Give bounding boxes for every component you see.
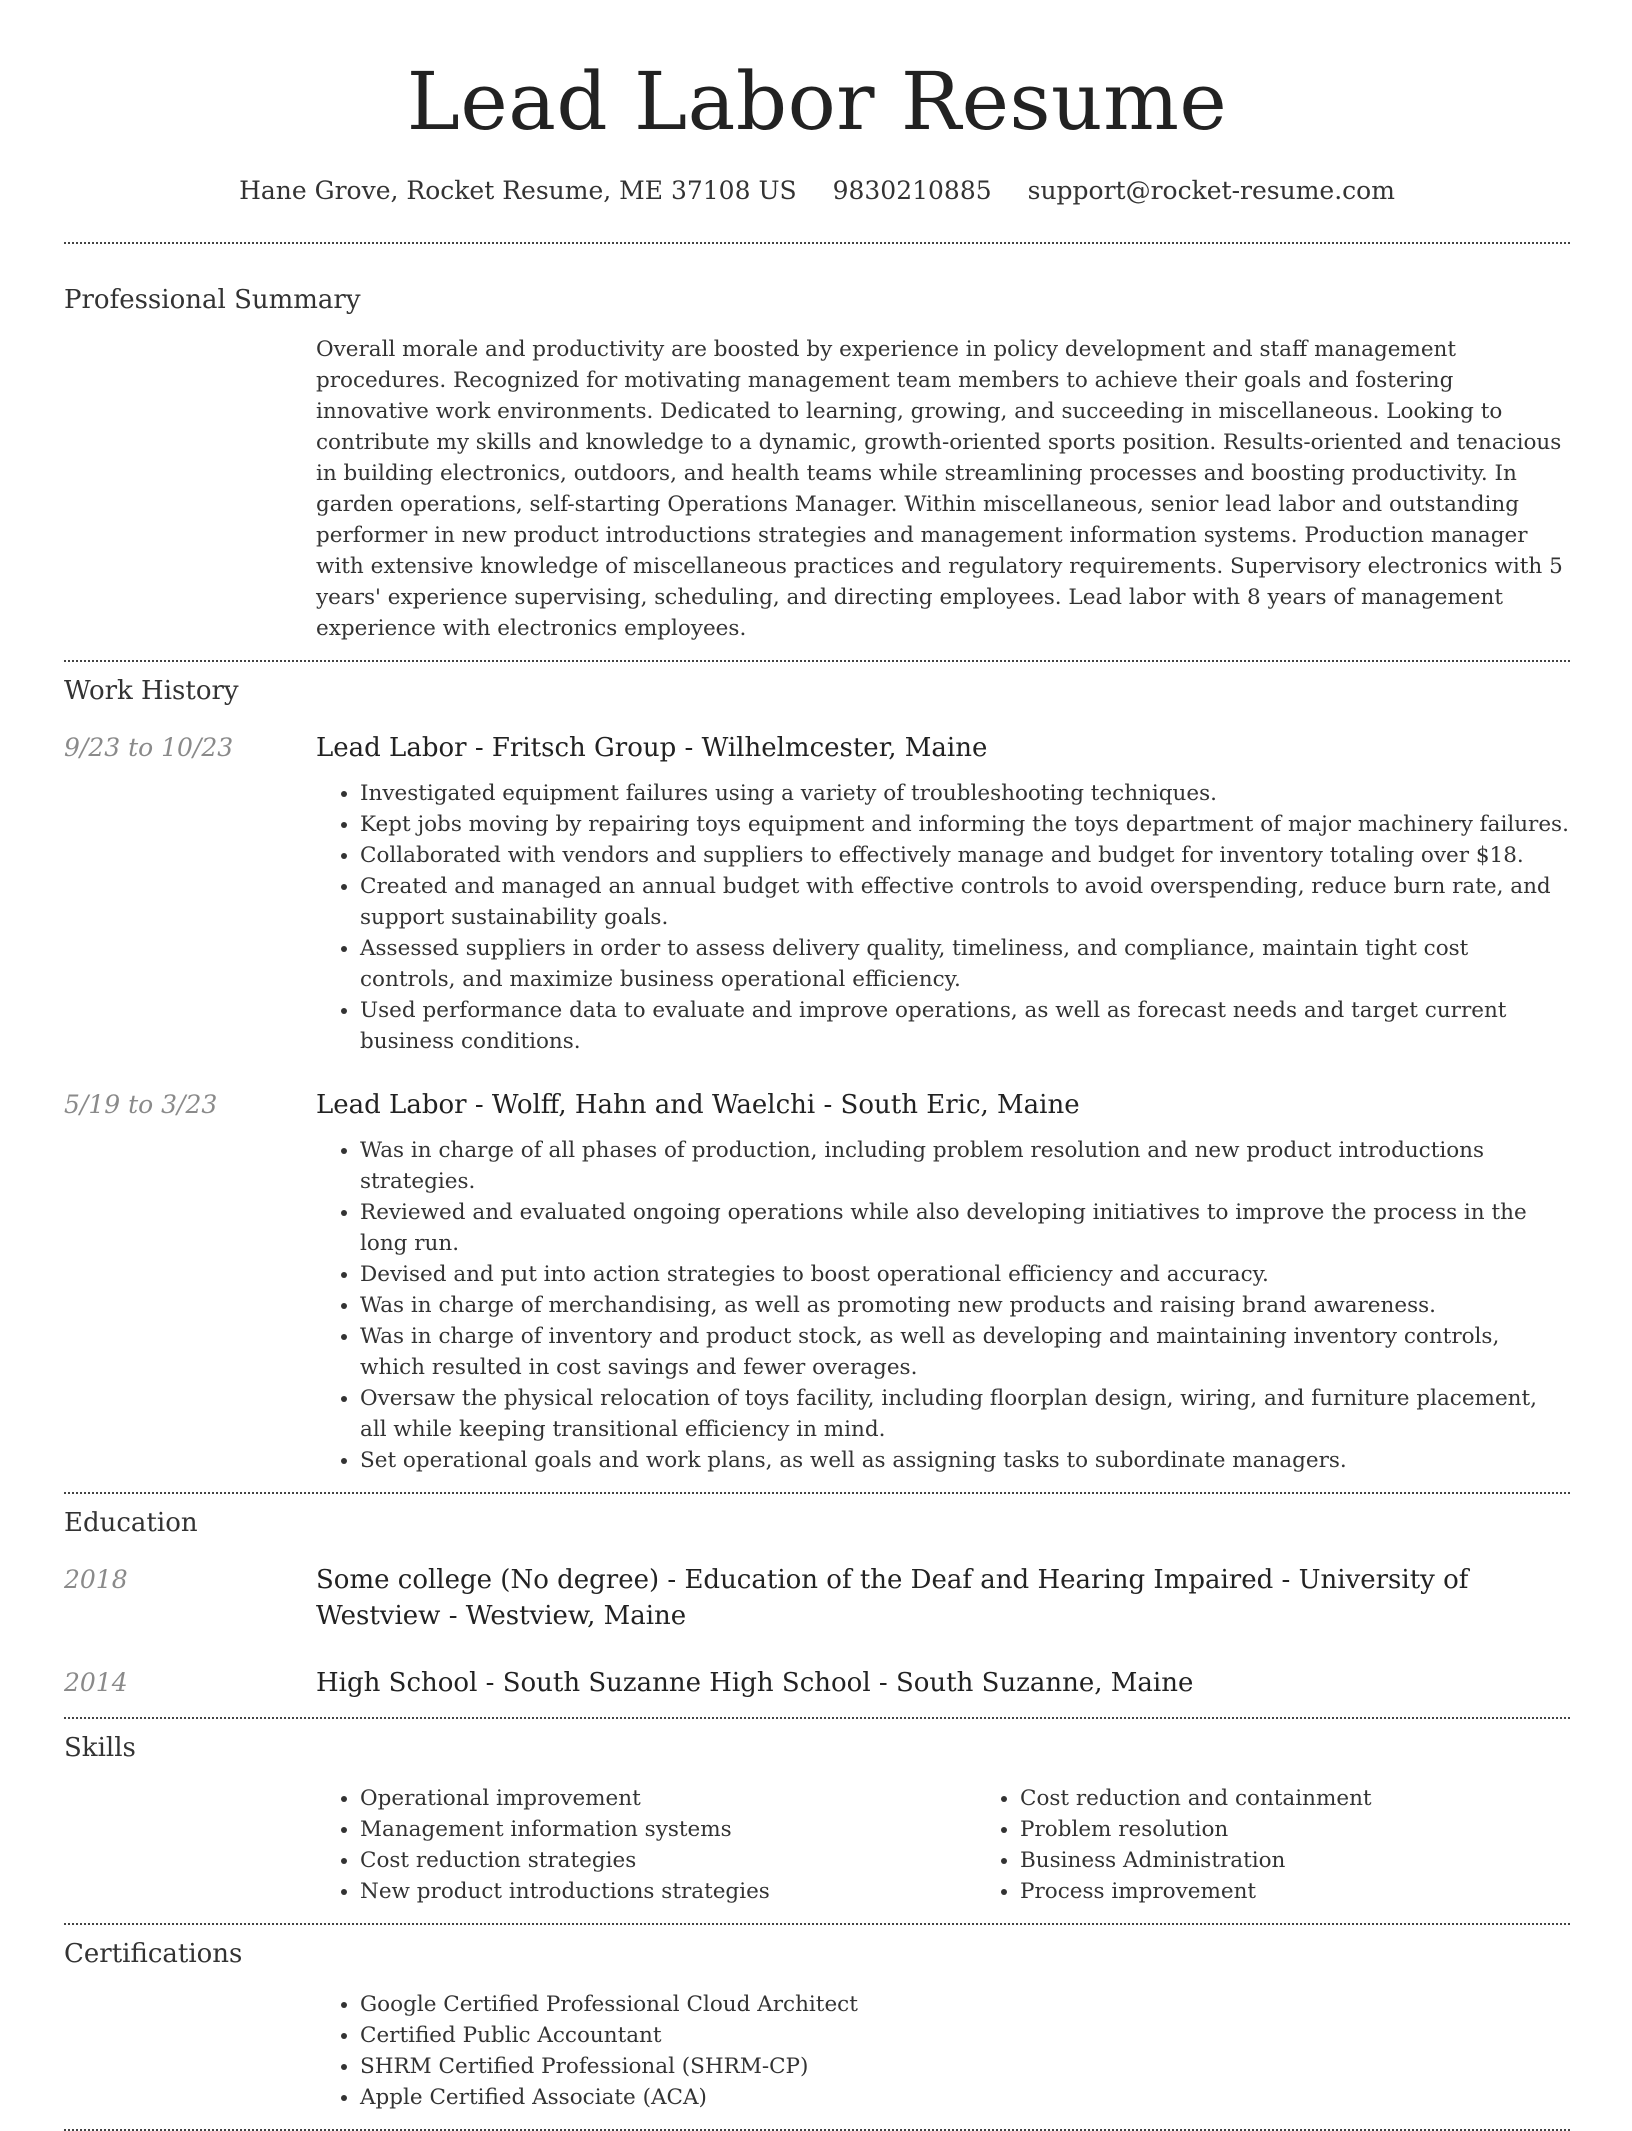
job-bullet: • Assessed suppliers in order to assess delivery quality, timeliness, and compliance, maintain tight cost controls, and maximize business operational efficiency. bbox=[360, 933, 1570, 995]
divider bbox=[64, 1492, 1570, 1494]
job-bullet: • Was in charge of all phases of production, including problem resolution and new product introductions strategies. bbox=[360, 1135, 1570, 1197]
certification-item: • Certified Public Accountant bbox=[360, 2020, 1570, 2051]
education-year: 2014 bbox=[64, 1668, 128, 1697]
section-title-work-history: Work History bbox=[64, 676, 239, 706]
skills-section bbox=[64, 1731, 1570, 1907]
job-entry bbox=[64, 730, 1570, 1057]
skill-item: • Cost reduction strategies bbox=[360, 1845, 976, 1876]
summary-text: Overall morale and productivity are boosted by experience in policy development and staff management procedures. Recognized for motivating management team members to achieve their goals and fostering innovative work environments. Dedicated to learning, growing, and succeeding in miscellaneous. Looking to contribute my skills and knowledge to a dynamic, growth-oriented sports position. Results-oriented and tenacious in building electronics, outdoors, and health teams while streamlining processes and boosting productivity. In garden operations, self-starting Operations Manager. Within miscellaneous, senior lead labor and outstanding performer in new product introductions strategies and management information systems. Production manager with extensive knowledge of miscellaneous practices and regulatory requirements. Supervisory electronics with 5 years' experience supervising, scheduling, and directing employees. Lead labor with 8 years of management experience with electronics employees. bbox=[316, 337, 1563, 641]
skill-item: • Management information systems bbox=[360, 1814, 976, 1845]
job-title: Lead Labor - Wolff, Hahn and Waelchi - South Eric, Maine bbox=[316, 1090, 1080, 1120]
skill-item: • Problem resolution bbox=[1020, 1814, 1632, 1845]
skill-item: • Operational improvement bbox=[360, 1783, 976, 1814]
job-bullet: • Set operational goals and work plans, as well as assigning tasks to subordinate managers. bbox=[360, 1445, 1570, 1476]
education-entry bbox=[64, 1562, 1570, 1634]
certification-item: • Google Certified Professional Cloud Architect bbox=[360, 1989, 1570, 2020]
certification-item: • Apple Certified Associate (ACA) bbox=[360, 2082, 1570, 2113]
job-bullet: • Kept jobs moving by repairing toys equipment and informing the toys department of major machinery failures. bbox=[360, 809, 1570, 840]
skills-list-left bbox=[316, 1783, 976, 1907]
contact-line bbox=[64, 174, 1570, 208]
section-title-education: Education bbox=[64, 1508, 198, 1538]
contact-address: Hane Grove, Rocket Resume, ME 37108 US bbox=[239, 176, 797, 205]
job-bullet: • Used performance data to evaluate and improve operations, as well as forecast needs and target current business conditions. bbox=[360, 995, 1570, 1057]
job-dates: 5/19 to 3/23 bbox=[64, 1090, 218, 1119]
job-bullet: • Devised and put into action strategies to boost operational efficiency and accuracy. bbox=[360, 1259, 1570, 1290]
job-title: Lead Labor - Fritsch Group - Wilhelmcester, Maine bbox=[316, 733, 988, 763]
job-bullet: • Oversaw the physical relocation of toys facility, including floorplan design, wiring, and furniture placement, all while keeping transitional efficiency in mind. bbox=[360, 1383, 1570, 1445]
job-bullet: • Was in charge of inventory and product stock, as well as developing and maintaining inventory controls, which resulted in cost savings and fewer overages. bbox=[360, 1321, 1570, 1383]
job-dates: 9/23 to 10/23 bbox=[64, 733, 234, 762]
job-bullets bbox=[316, 778, 1570, 1057]
job-bullets bbox=[316, 1135, 1570, 1476]
work-history-section bbox=[64, 674, 1570, 1476]
certification-item: • SHRM Certified Professional (SHRM-CP) bbox=[360, 2051, 1570, 2082]
job-bullet: • Investigated equipment failures using a variety of troubleshooting techniques. bbox=[360, 778, 1570, 809]
resume-page bbox=[64, 0, 1570, 2131]
divider bbox=[64, 660, 1570, 662]
resume-title: Lead Labor Resume bbox=[406, 55, 1228, 148]
education-entry bbox=[64, 1665, 1570, 1701]
job-bullet: • Was in charge of merchandising, as well as promoting new products and raising brand awareness. bbox=[360, 1290, 1570, 1321]
job-bullet: • Reviewed and evaluated ongoing operations while also developing initiatives to improve the process in the long run. bbox=[360, 1197, 1570, 1259]
divider bbox=[64, 1717, 1570, 1719]
contact-email: support@rocket-resume.com bbox=[1027, 176, 1395, 205]
certifications-section bbox=[64, 1937, 1570, 2113]
job-entry bbox=[64, 1087, 1570, 1476]
certifications-list bbox=[316, 1989, 1570, 2113]
skill-item: • New product introductions strategies bbox=[360, 1876, 976, 1907]
job-bullet: • Collaborated with vendors and suppliers to effectively manage and budget for inventory totaling over $18. bbox=[360, 840, 1570, 871]
section-title-summary: Professional Summary bbox=[64, 285, 361, 315]
contact-phone: 9830210885 bbox=[832, 176, 992, 205]
education-text: Some college (No degree) - Education of the Deaf and Hearing Impaired - University of Westview - Westview, Maine bbox=[316, 1565, 1469, 1631]
skill-item: • Cost reduction and containment bbox=[1020, 1783, 1632, 1814]
skills-list-right bbox=[976, 1783, 1632, 1907]
section-title-certifications: Certifications bbox=[64, 1939, 243, 1969]
skill-item: • Business Administration bbox=[1020, 1845, 1632, 1876]
section-title-skills: Skills bbox=[64, 1733, 136, 1763]
education-text: High School - South Suzanne High School - South Suzanne, Maine bbox=[316, 1668, 1194, 1698]
skill-item: • Process improvement bbox=[1020, 1876, 1632, 1907]
education-section bbox=[64, 1506, 1570, 1701]
education-year: 2018 bbox=[64, 1565, 128, 1594]
summary-section bbox=[64, 283, 1570, 644]
divider bbox=[64, 242, 1570, 244]
divider bbox=[64, 1923, 1570, 1925]
job-bullet: • Created and managed an annual budget with effective controls to avoid overspending, reduce burn rate, and support sustainability goals. bbox=[360, 871, 1570, 933]
